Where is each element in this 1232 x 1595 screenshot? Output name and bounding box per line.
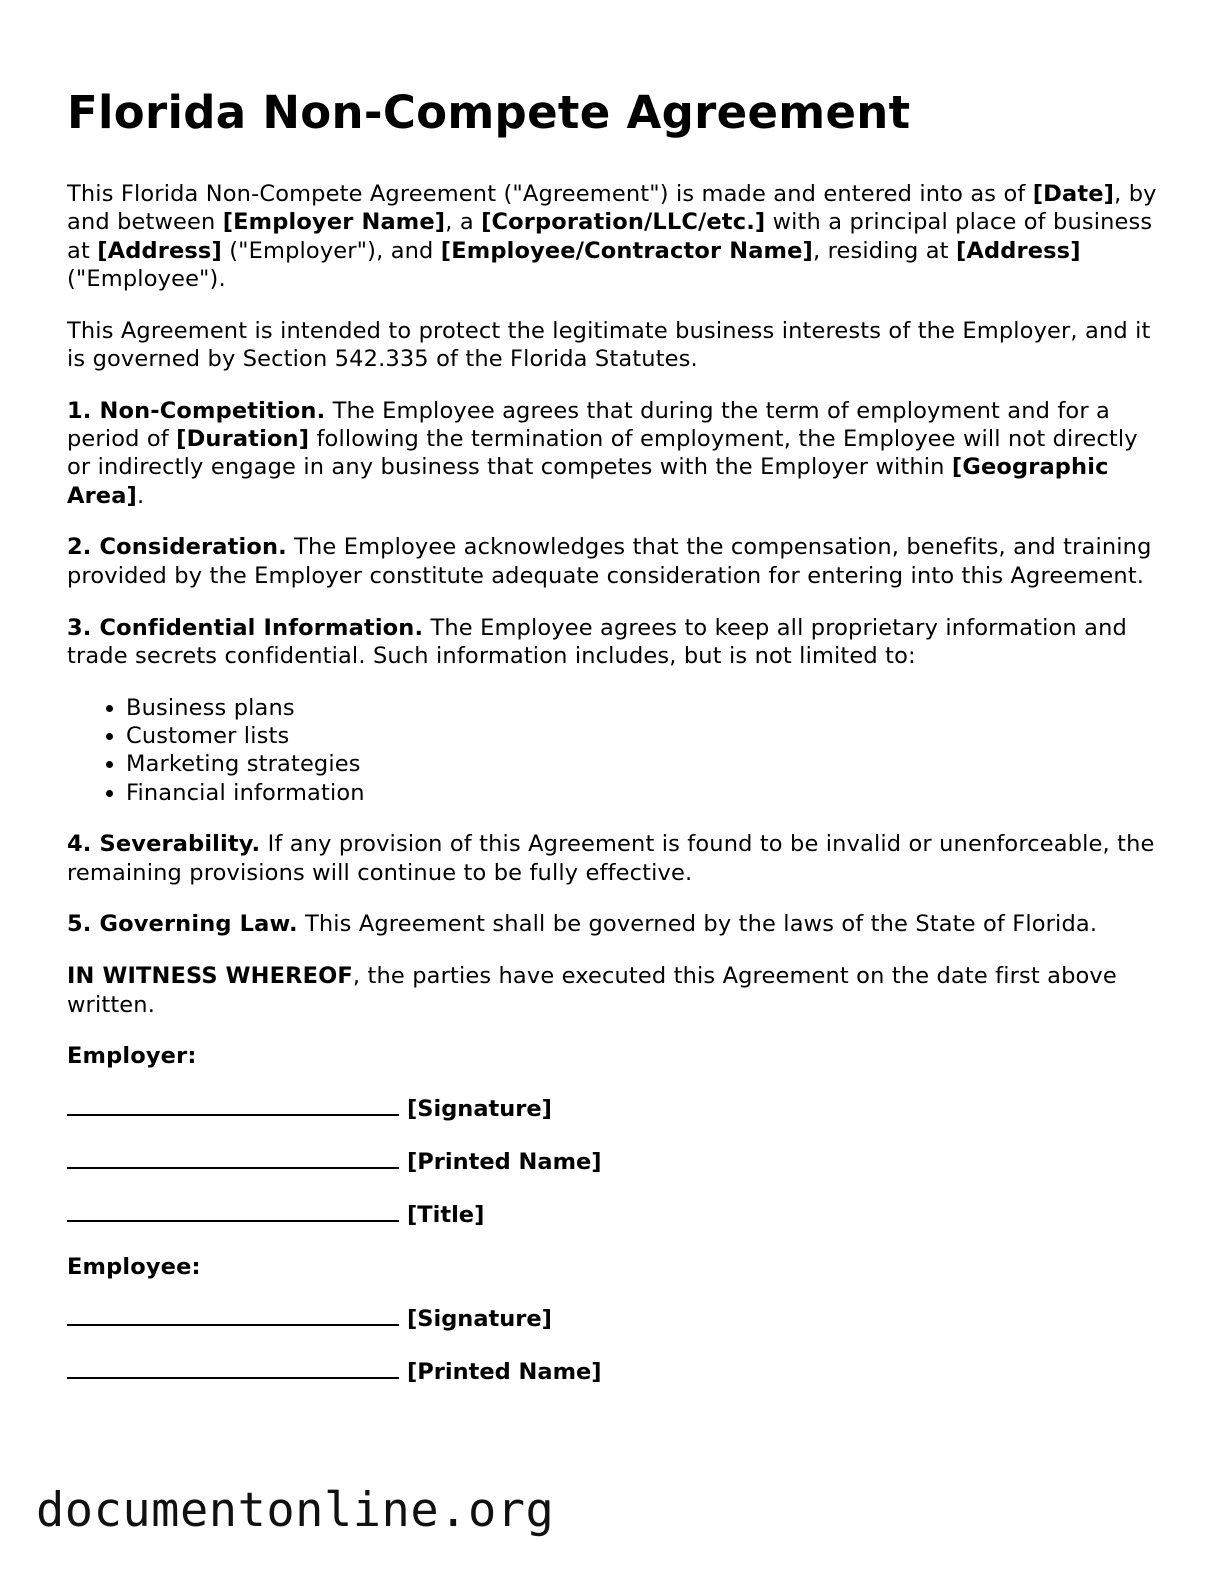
employee-printed-name-row bbox=[67, 1357, 1157, 1386]
intro-text: ("Employer"), and bbox=[221, 237, 441, 264]
intro-text: This Florida Non-Compete Agreement ("Agreement") is made and entered into as of bbox=[67, 181, 1033, 207]
signature-label: [Signature] bbox=[407, 1306, 552, 1333]
printed-name-label: [Printed Name] bbox=[407, 1148, 602, 1175]
document-title: Florida Non-Compete Agreement bbox=[67, 86, 911, 139]
employee-signature-row bbox=[67, 1304, 1157, 1333]
intro-text: with a principal place of business at bbox=[67, 209, 1153, 264]
document-page bbox=[67, 82, 1157, 1410]
employer-name-placeholder: [Employer Name] bbox=[222, 209, 446, 236]
section-severability bbox=[67, 830, 1157, 887]
section-confidential-information bbox=[67, 614, 1157, 671]
title-label: [Title] bbox=[407, 1201, 485, 1228]
section-text: This Agreement shall be governed by the laws of the State of Florida. bbox=[297, 911, 1098, 938]
confidential-items-list bbox=[67, 694, 1157, 807]
section-consideration bbox=[67, 533, 1157, 590]
section-text: The Employee agrees to keep all proprietary information and trade secrets confidential. Such information includes, but is not limited to: bbox=[67, 614, 1127, 669]
witness-heading: IN WITNESS WHEREOF bbox=[67, 963, 353, 990]
section-text: . bbox=[137, 482, 145, 509]
printed-name-label: [Printed Name] bbox=[407, 1359, 602, 1386]
signature-label: [Signature] bbox=[407, 1096, 552, 1123]
list-item: • Financial information bbox=[126, 779, 1157, 807]
watermark-text: documentonline.org bbox=[36, 1483, 555, 1538]
signature-line[interactable] bbox=[67, 1147, 399, 1169]
signature-line[interactable] bbox=[67, 1200, 399, 1222]
section-governing-law bbox=[67, 910, 1157, 938]
signature-line[interactable] bbox=[67, 1357, 399, 1379]
section-text: The Employee acknowledges that the compensation, benefits, and training provided by the Employer constitute adequate consideration for entering into this Agreement. bbox=[67, 534, 1152, 589]
signature-line[interactable] bbox=[67, 1094, 399, 1116]
section-non-competition bbox=[67, 397, 1157, 510]
intro-paragraph bbox=[67, 180, 1157, 293]
employee-name-placeholder: [Employee/Contractor Name] bbox=[440, 237, 813, 264]
employer-title-row bbox=[67, 1200, 1157, 1229]
section-text: If any provision of this Agreement is found to be invalid or unenforceable, the remaining provisions will continue to be fully effective. bbox=[67, 831, 1155, 886]
intro-text: ("Employee"). bbox=[67, 265, 226, 292]
section-text: following the termination of employment, the Employee will not directly or indirectly engage in any business that competes with the Employer within bbox=[67, 426, 1138, 481]
section-heading: 1. Non-Competition. bbox=[67, 397, 326, 424]
date-placeholder: [Date] bbox=[1032, 181, 1115, 207]
section-heading: 3. Confidential Information. bbox=[67, 614, 424, 641]
witness-paragraph bbox=[67, 962, 1157, 1019]
employee-label: Employee: bbox=[67, 1253, 201, 1280]
duration-placeholder: [Duration] bbox=[176, 426, 310, 453]
employer-address-placeholder: [Address] bbox=[97, 237, 222, 264]
entity-type-placeholder: [Corporation/LLC/etc.] bbox=[481, 209, 766, 236]
geographic-area-placeholder: [Geographic Area] bbox=[67, 454, 1109, 509]
employer-label: Employer: bbox=[67, 1043, 197, 1070]
section-heading: 2. Consideration. bbox=[67, 534, 287, 561]
signature-line[interactable] bbox=[67, 1304, 399, 1326]
employer-printed-name-row bbox=[67, 1147, 1157, 1176]
section-text: The Employee agrees that during the term of employment and for a period of bbox=[67, 397, 1110, 453]
witness-text: , the parties have executed this Agreement on the date first above written. bbox=[67, 963, 1117, 1018]
intro-text: , by and between bbox=[67, 181, 1157, 236]
employer-signature-row bbox=[67, 1094, 1157, 1123]
list-item: • Business plans bbox=[126, 694, 1157, 722]
section-heading: 4. Severability. bbox=[67, 831, 261, 858]
list-item: • Customer lists bbox=[126, 722, 1157, 750]
intro-text: , residing at bbox=[812, 237, 956, 264]
intro-text: , a bbox=[445, 209, 482, 236]
employee-address-placeholder: [Address] bbox=[955, 237, 1081, 264]
section-heading: 5. Governing Law. bbox=[67, 911, 298, 938]
purpose-paragraph: This Agreement is intended to protect the legitimate business interests of the Employer, and it is governed by Section 542.335 of the Florida Statutes. bbox=[67, 317, 1151, 372]
list-item: • Marketing strategies bbox=[126, 750, 1157, 778]
